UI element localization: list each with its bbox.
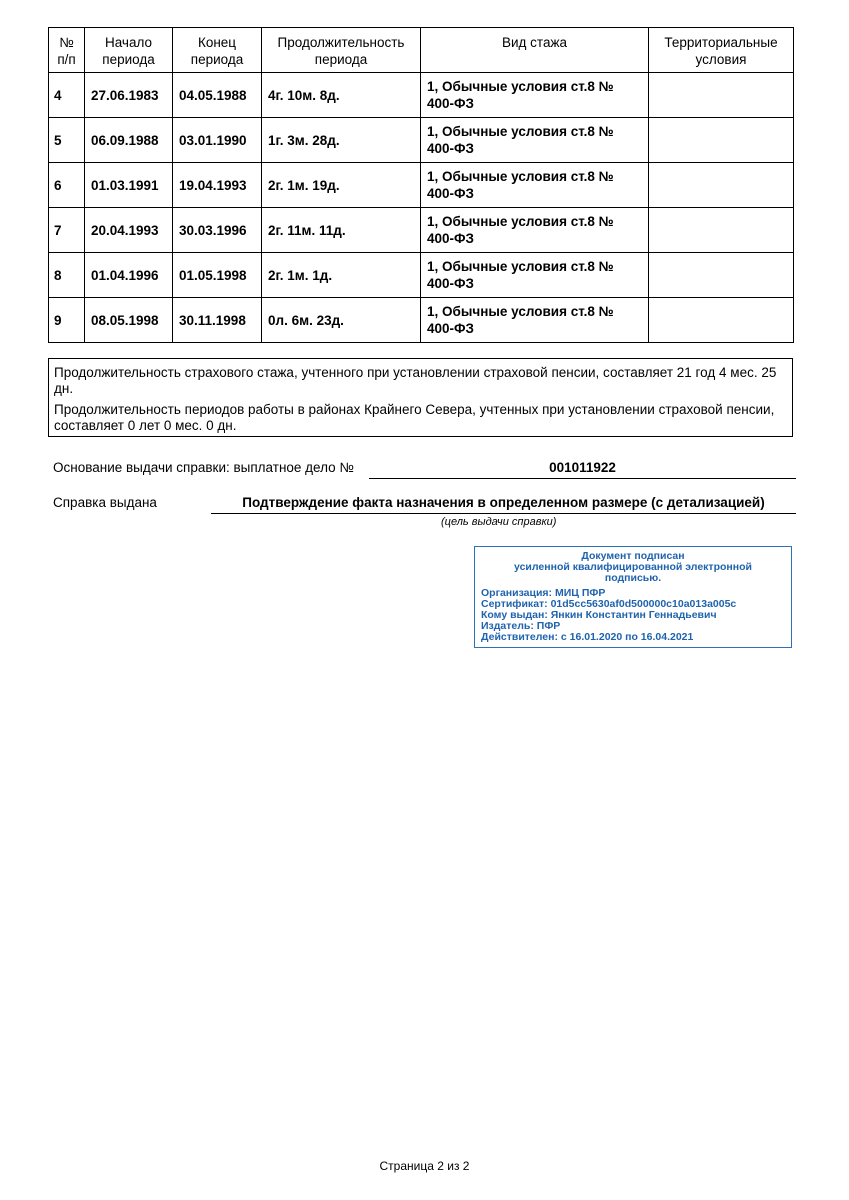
cell-duration: 2г. 1м. 19д. — [262, 163, 421, 208]
header-duration: Продолжительность периода — [262, 28, 421, 73]
cell-start: 20.04.1993 — [85, 208, 173, 253]
cell-num: 7 — [49, 208, 85, 253]
cell-num: 8 — [49, 253, 85, 298]
cell-territorial — [649, 118, 794, 163]
cell-start: 01.03.1991 — [85, 163, 173, 208]
cell-type: 1, Обычные условия ст.8 № 400-ФЗ — [421, 253, 649, 298]
header-end: Конец периода — [173, 28, 262, 73]
table-row — [49, 118, 794, 163]
table-row — [49, 298, 794, 343]
stamp-certificate: Сертификат: 01d5cc5630af0d500000c10a013a005c — [481, 598, 737, 610]
cell-territorial — [649, 163, 794, 208]
cell-start: 06.09.1988 — [85, 118, 173, 163]
cell-territorial — [649, 298, 794, 343]
header-territorial: Территориальные условия — [649, 28, 794, 73]
cell-end: 04.05.1988 — [173, 73, 262, 118]
cell-start: 08.05.1998 — [85, 298, 173, 343]
summary-box — [48, 358, 793, 437]
cell-type: 1, Обычные условия ст.8 № 400-ФЗ — [421, 73, 649, 118]
stamp-issuer: Издатель: ПФР — [481, 620, 561, 632]
purpose-value: Подтверждение факта назначения в определенном размере (с детализацией) — [211, 495, 796, 514]
issued-label: Справка выдана — [53, 495, 157, 510]
table-row — [49, 208, 794, 253]
stamp-organization: Организация: МИЦ ПФР — [481, 587, 606, 599]
cell-type: 1, Обычные условия ст.8 № 400-ФЗ — [421, 163, 649, 208]
page-number: Страница 2 из 2 — [379, 1159, 470, 1173]
table-row — [49, 163, 794, 208]
cell-end: 30.11.1998 — [173, 298, 262, 343]
cell-end: 03.01.1990 — [173, 118, 262, 163]
periods-table — [48, 27, 794, 343]
header-num: № п/п — [49, 28, 85, 73]
cell-territorial — [649, 73, 794, 118]
north-duration-text: Продолжительность периодов работы в районах Крайнего Севера, учтенных при установлении страховой пенсии, составляет 0 лет 0 мес. 0 дн. — [54, 402, 775, 433]
cell-duration: 1г. 3м. 28д. — [262, 118, 421, 163]
cell-type: 1, Обычные условия ст.8 № 400-ФЗ — [421, 118, 649, 163]
cell-num: 9 — [49, 298, 85, 343]
stamp-heading-line: Документ подписан — [581, 550, 685, 562]
basis-label: Основание выдачи справки: выплатное дело № — [53, 460, 354, 475]
cell-num: 4 — [49, 73, 85, 118]
table-header-row — [49, 28, 794, 73]
cell-duration: 0л. 6м. 23д. — [262, 298, 421, 343]
stamp-validity: Действителен: с 16.01.2020 по 16.04.2021 — [481, 631, 694, 643]
cell-num: 6 — [49, 163, 85, 208]
cell-end: 19.04.1993 — [173, 163, 262, 208]
stamp-heading — [481, 551, 785, 584]
cell-territorial — [649, 208, 794, 253]
stamp-heading-line: подписью. — [604, 572, 662, 584]
purpose-caption: (цель выдачи справки) — [441, 516, 557, 528]
table-row — [49, 73, 794, 118]
cell-start: 27.06.1983 — [85, 73, 173, 118]
insurance-duration-text: Продолжительность страхового стажа, учтенного при установлении страховой пенсии, составляет 21 год 4 мес. 25 дн. — [54, 365, 777, 396]
header-type: Вид стажа — [421, 28, 649, 73]
cell-duration: 4г. 10м. 8д. — [262, 73, 421, 118]
cell-start: 01.04.1996 — [85, 253, 173, 298]
cell-type: 1, Обычные условия ст.8 № 400-ФЗ — [421, 208, 649, 253]
cell-type: 1, Обычные условия ст.8 № 400-ФЗ — [421, 298, 649, 343]
cell-end: 01.05.1998 — [173, 253, 262, 298]
cell-duration: 2г. 1м. 1д. — [262, 253, 421, 298]
header-start: Начало периода — [85, 28, 173, 73]
signature-stamp — [474, 546, 792, 648]
cell-num: 5 — [49, 118, 85, 163]
stamp-issued-to: Кому выдан: Янкин Константин Геннадьевич — [481, 609, 717, 621]
cell-duration: 2г. 11м. 11д. — [262, 208, 421, 253]
table-row — [49, 253, 794, 298]
case-number: 001011922 — [369, 460, 796, 479]
cell-territorial — [649, 253, 794, 298]
cell-end: 30.03.1996 — [173, 208, 262, 253]
stamp-heading-line: усиленной квалифицированной электронной — [514, 561, 752, 573]
